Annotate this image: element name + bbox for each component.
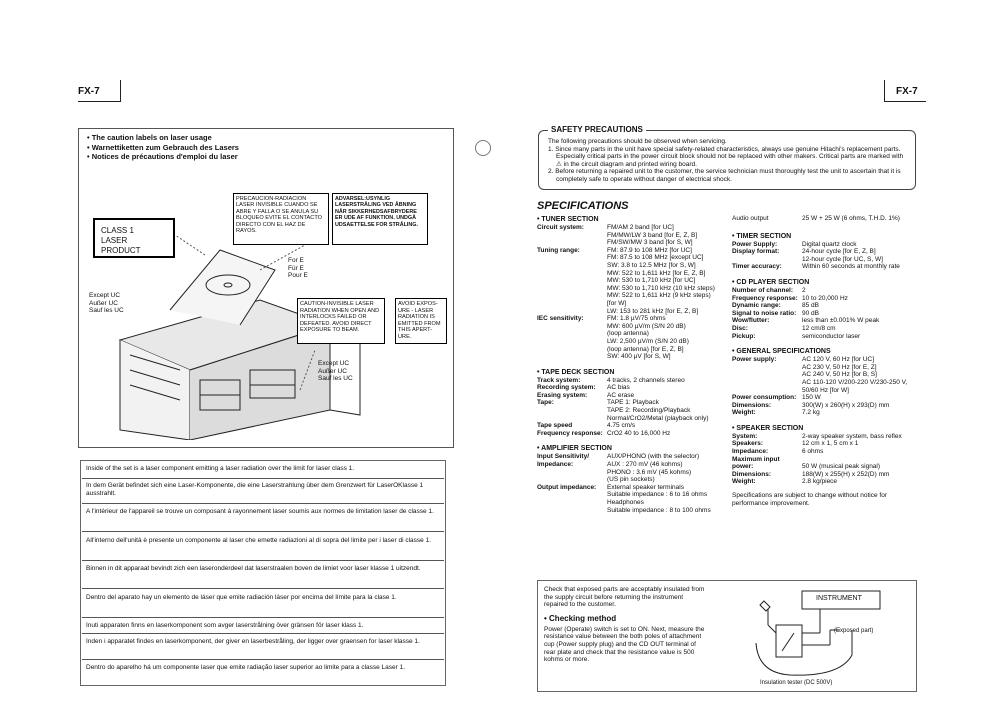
general-table — [732, 356, 922, 417]
spec-value: MW: 600 µV/m (S/N 20 dB) — [607, 322, 686, 330]
spec-row — [732, 440, 922, 448]
spec-key: Power supply: — [732, 356, 777, 364]
tuner-table — [537, 224, 727, 361]
spec-key — [537, 415, 607, 423]
spec-key: Disc: — [732, 324, 748, 332]
spec-row — [732, 371, 922, 379]
spec-row — [537, 384, 727, 392]
spec-key — [537, 254, 607, 262]
spec-value: LW: 2,500 µV/m (S/N 20 dB) — [607, 337, 689, 345]
spec-row — [537, 308, 727, 316]
audio-output-row — [732, 215, 922, 223]
spec-key: Frequency response: — [537, 429, 603, 437]
spec-row — [732, 364, 922, 372]
spec-key — [537, 338, 607, 346]
instrument-label: INSTRUMENT — [816, 595, 862, 602]
tester-label: Insulation tester (DC 500V) — [760, 680, 833, 686]
spec-row — [537, 392, 727, 400]
except-uc-left — [89, 292, 124, 315]
spec-key — [732, 256, 802, 264]
spec-row — [537, 277, 727, 285]
spec-value: 7.2 kg — [802, 409, 820, 417]
spec-value: 150 W — [802, 394, 821, 402]
spec-key — [537, 270, 607, 278]
checking-intro: Check that exposed parts are acceptably insulated from the supply circuit before returning the instrument repaired to the customer. — [544, 586, 705, 609]
label-class1-line1: CLASS 1 — [101, 226, 134, 235]
spec-key: Recording system: — [537, 384, 596, 392]
tuner-title: • TUNER SECTION — [537, 216, 599, 223]
spec-key: Dynamic range: — [732, 302, 781, 310]
spec-row — [732, 402, 922, 410]
spec-row — [732, 448, 922, 456]
spec-value: (US pin sockets) — [607, 476, 655, 484]
spec-row — [732, 409, 922, 417]
except-uc-right-fr: Sauf les UC — [318, 375, 353, 382]
safety-item-1: 1. Since many parts in the unit have special safety-related characteristics, always use genuine Hitachi's replacement parts. Especially critical parts in the power circuit block should not be replaced with other makers. Critical parts are marked with ⚠ in the circuit diagram and printed wiring board. — [548, 145, 904, 168]
amp-table — [537, 453, 727, 514]
caution-item-en: • The caution labels on laser usage — [87, 133, 212, 142]
spec-row — [537, 224, 727, 232]
spec-key: IEC sensitivity: — [537, 315, 584, 323]
spec-row — [537, 461, 727, 469]
spec-value: FM: 1.8 µV/75 ohms — [607, 315, 666, 323]
spec-value: Headphones — [607, 499, 644, 506]
spec-key — [537, 499, 607, 507]
notice-divider — [82, 560, 444, 561]
speaker-table — [732, 433, 922, 486]
spec-row — [732, 394, 922, 402]
exposed-part-label: (Exposed part) — [834, 628, 874, 634]
except-uc-right — [318, 360, 353, 383]
label-spanish — [233, 193, 329, 245]
spec-value: FM/MW/LW 3 band [for E, Z, B] — [607, 231, 698, 239]
spec-value: FM: 87.9 to 108 MHz [for UC] — [607, 246, 692, 254]
spec-key — [537, 262, 607, 270]
spec-value: less than ±0.001% W peak — [802, 317, 880, 325]
spec-row — [732, 256, 922, 264]
notice-da: Inden i apparatet findes en laserkomponent, der giver en laserbestråling, der ligger over graensen for laser klasse 1. — [86, 638, 420, 645]
except-uc-right-de: Außer UC — [318, 367, 347, 375]
spec-col-left — [537, 215, 727, 514]
spec-row — [732, 333, 922, 341]
spec-row — [537, 507, 727, 515]
spec-row — [732, 471, 922, 479]
spec-key: Tape speed — [537, 422, 573, 430]
notice-de: In dem Gerät befindet sich eine Laser-Komponente, die eine Laserstrahlung über dem Grenzwert für LaserOKlasse 1 ausstrahlt. — [86, 482, 424, 497]
spec-row — [537, 330, 727, 338]
spec-value: SW: 3.8 to 12.5 MHz [for S, W] — [607, 261, 696, 269]
spec-key: Signal to noise ratio: — [732, 309, 797, 317]
spec-value: AUX/PHONO (with the selector) — [607, 453, 700, 461]
spec-row — [732, 263, 922, 271]
spec-key — [537, 353, 607, 361]
spec-key: Power Supply: — [732, 240, 778, 248]
notice-fr: A l'intérieur de l'appareil se trouve un composant à rayonnement laser soumis aux normes de limitation laser de classe 1. — [86, 508, 434, 515]
label-avoid-text: AVOID EXPOS- URE - LASER RADIATION IS EMITTED FROM THIS APERT- URE. — [398, 301, 441, 340]
spec-value: 12 cm x 1, 5 cm x 1 — [802, 440, 859, 448]
spec-value: 6 ohms — [802, 448, 824, 456]
spec-value: MW: 522 to 1,611 kHz (9 kHz steps) — [607, 292, 711, 300]
for-e-note — [288, 257, 308, 280]
spec-row — [537, 285, 727, 293]
label-caution-en — [297, 298, 385, 344]
spec-key — [537, 300, 607, 308]
safety-item-2: 2. Before returning a repaired unit to the customer, the service technician must thoroughly test the unit to ascertain that it is completely safe to operate without danger of electrical shock. — [548, 168, 901, 183]
spec-row — [732, 478, 922, 486]
spec-value: SW: 400 µV [for S, W] — [607, 353, 671, 361]
spec-key: Tuning range: — [537, 246, 580, 254]
caution-list — [87, 133, 307, 162]
spec-value: FM: 87.5 to 108 MHz [except UC] — [607, 254, 704, 262]
spec-key — [537, 232, 607, 240]
spec-value: Digital quartz clock — [802, 240, 857, 248]
spec-key: Dimensions: — [732, 470, 772, 478]
spec-key: Input Sensitivity/ — [537, 453, 590, 461]
spec-row — [732, 295, 922, 303]
timer-title: • TIMER SECTION — [732, 232, 792, 240]
spec-value: 300(W) x 260(H) x 293(D) mm — [802, 401, 890, 409]
spec-value: 4.75 cm/s — [607, 422, 636, 430]
spec-key: Impedance: — [537, 461, 574, 469]
spec-value: AC bias — [607, 384, 630, 392]
spec-row — [732, 287, 922, 295]
notice-divider — [82, 531, 444, 532]
spec-key — [537, 285, 607, 293]
spec-row — [537, 422, 727, 430]
safety-intro: The following precautions should be observed when servicing. — [548, 138, 727, 145]
spec-value: 24-hour cycle [for E, Z, B] — [802, 248, 876, 256]
spec-value: External speaker terminals — [607, 483, 684, 491]
cd-table — [732, 287, 922, 340]
spec-key — [537, 323, 607, 331]
spec-value: AC 110-120 V/200-220 V/230-250 V, — [802, 378, 908, 386]
spec-value: (loop antenna) — [607, 330, 649, 338]
binding-hole — [475, 140, 491, 156]
except-uc-left-en: Except UC — [89, 292, 121, 299]
spec-row — [732, 302, 922, 310]
spec-key: Circuit system: — [537, 224, 584, 231]
spec-row — [537, 407, 727, 415]
spec-row — [537, 377, 727, 385]
spec-value: LW: 153 to 281 kHz [for E, Z, B] — [607, 307, 699, 315]
spec-row — [537, 338, 727, 346]
spec-key: Erasing system: — [537, 391, 588, 399]
spec-key — [537, 469, 607, 477]
notice-divider — [82, 503, 444, 504]
spec-key: Timer accuracy: — [732, 263, 782, 271]
spec-key — [537, 476, 607, 484]
spec-row — [537, 315, 727, 323]
spec-key — [537, 239, 607, 247]
spec-row — [732, 379, 922, 387]
spec-value: CrO2 40 to 16,000 Hz — [607, 429, 671, 437]
spec-key: Dimensions: — [732, 401, 772, 409]
spec-value: AC 120 V, 60 Hz [for UC] — [802, 356, 875, 364]
spec-row — [537, 346, 727, 354]
spec-row — [537, 292, 727, 300]
spec-row — [732, 463, 922, 471]
spec-key — [732, 371, 802, 379]
spec-key: Output impedance: — [537, 483, 597, 491]
left-page-header: FX-7 — [78, 86, 100, 97]
notice-divider — [82, 633, 444, 634]
spec-value: AC 230 V, 50 Hz [for E, Z] — [802, 363, 877, 371]
except-uc-left-de: Außer UC — [89, 299, 118, 307]
spec-notice: Specifications are subject to change without notice for performance improvement. — [732, 492, 888, 507]
label-spanish-text: PRECAUCION-RADIACION LASER INVISIBLE CUANDO SE ABRE Y FALLA O SE ANULA SU BLOQUEO EVITE EL CONTACTO DIRECTO CON EL HAZ DE RAYOS. — [236, 196, 322, 235]
spec-key — [537, 346, 607, 354]
notice-it: All'interno dell'unità è presente un componente al laser che emette radiazioni al di sopra del limite per i laser di classe 1. — [86, 537, 432, 544]
spec-value: 50/60 Hz [for W] — [802, 386, 849, 394]
spec-value: [for W] — [607, 299, 627, 307]
spec-value: Suitable impedance : 8 to 100 ohms — [607, 506, 711, 514]
spec-row — [537, 415, 727, 423]
for-e-en: For E — [288, 257, 304, 264]
tape-table — [537, 377, 727, 438]
notice-es: Dentro del aparato hay un elemento de láser que emite radiación láser por encima del límite para la clase 1. — [86, 594, 397, 601]
spec-key — [537, 491, 607, 499]
spec-key — [732, 364, 802, 372]
spec-row — [537, 499, 727, 507]
right-header-rule — [884, 101, 926, 102]
safety-text — [548, 138, 910, 184]
label-class1 — [93, 218, 175, 258]
spec-key — [732, 387, 802, 395]
audio-output-key: Audio output — [732, 215, 769, 222]
spec-value: FM/SW/MW 3 band [for S, W] — [607, 239, 693, 247]
checking-title: • Checking method — [544, 613, 617, 623]
spec-key: Number of channel: — [732, 286, 794, 294]
spec-value: Suitable impedance : 6 to 16 ohms — [607, 491, 708, 499]
spec-key: Impedance: — [732, 448, 769, 456]
notice-divider — [82, 617, 444, 618]
label-caution-en-text: CAUTION-INVISIBLE LASER RADIATION WHEN OPEN AND INTERLOCKS FAILED OR DEFEATED. AVOID DIRECT EXPOSURE TO BEAM. — [300, 301, 380, 334]
spec-key: System: — [732, 432, 758, 440]
label-avoid — [395, 298, 447, 344]
spec-value: 2.8 kg/piece — [802, 478, 838, 486]
except-uc-right-en: Except UC — [318, 360, 350, 367]
spec-key — [537, 308, 607, 316]
spec-row — [537, 491, 727, 499]
specifications-title: SPECIFICATIONS — [537, 200, 629, 212]
amp-title: • AMPLIFIER SECTION — [537, 445, 612, 453]
spec-key — [537, 330, 607, 338]
spec-key — [537, 407, 607, 415]
spec-key: power: — [732, 463, 754, 471]
for-e-fr: Pour E — [288, 272, 308, 279]
left-header-vrule — [120, 80, 121, 102]
for-e-de: Für E — [288, 264, 304, 272]
caution-item-fr: • Notices de précautions d'emploi du laser — [87, 152, 238, 161]
spec-key: Pickup: — [732, 332, 756, 340]
notice-divider — [82, 478, 444, 479]
spec-key: Display format: — [732, 248, 780, 256]
spec-value: TAPE 1: Playback — [607, 399, 659, 407]
spec-value: 85 dB — [802, 302, 819, 310]
except-uc-left-fr: Sauf les UC — [89, 307, 124, 314]
spec-value: 50 W (musical peak signal) — [802, 463, 881, 471]
spec-row — [537, 323, 727, 331]
spec-key: Power consumption: — [732, 394, 797, 402]
spec-row — [732, 433, 922, 441]
spec-key: Weight: — [732, 478, 756, 486]
spec-value: 2 — [802, 286, 806, 294]
spec-row — [732, 325, 922, 333]
spec-key: Weight: — [732, 409, 756, 417]
spec-key — [537, 292, 607, 300]
spec-value: 2-way speaker system, bass reflex — [802, 432, 902, 440]
spec-value: AC 240 V, 50 Hz [for B, S] — [802, 371, 877, 379]
checking-body: Power (Operate) switch is set to ON. Next, measure the resistance value between the both poles of attachment cup (Power supply plug) and the CD OUT terminal of rear plate and check that the resistance value is 500 kohms or more. — [544, 625, 705, 664]
label-danish — [332, 193, 428, 245]
notice-divider — [82, 588, 444, 589]
spec-value: (loop antenna) [for E, Z, B] — [607, 345, 684, 353]
spec-row — [537, 262, 727, 270]
spec-row — [732, 317, 922, 325]
spec-value: Within 60 seconds at monthly rate — [802, 263, 900, 271]
spec-value: semiconductor laser — [802, 332, 861, 340]
notice-divider — [82, 659, 444, 660]
spec-row — [732, 387, 922, 395]
safety-title: SAFETY PRECAUTIONS — [548, 125, 646, 134]
spec-row — [537, 430, 727, 438]
spec-row — [537, 300, 727, 308]
audio-output-value: 25 W + 25 W (6 ohms, T.H.D. 1%) — [802, 215, 900, 222]
spec-value: MW: 530 to 1,710 kHz [for UC] — [607, 277, 696, 285]
spec-value: 4 tracks, 2 channels stereo — [607, 376, 685, 384]
spec-value: Normal/CrO2/Metal (playback only) — [607, 414, 709, 422]
spec-row — [732, 241, 922, 249]
spec-value: TAPE 2: Recording/Playback — [607, 407, 691, 415]
spec-row — [537, 239, 727, 247]
spec-row — [537, 399, 727, 407]
right-page-header: FX-7 — [896, 86, 918, 97]
spec-value: 12 cm/8 cm — [802, 324, 836, 332]
spec-key: Wow/flutter: — [732, 317, 770, 325]
spec-value: MW: 522 to 1,611 kHz [for E, Z, B] — [607, 269, 706, 277]
checking-text — [544, 586, 708, 664]
spec-row — [537, 469, 727, 477]
spec-row — [732, 248, 922, 256]
spec-value: MW: 530 to 1,710 kHz (10 kHz steps) — [607, 284, 715, 292]
notice-en: Inside of the set is a laser component emitting a laser radiation over the limit for laser class 1. — [86, 465, 355, 472]
right-header-vrule — [884, 80, 885, 102]
spec-key: Speakers: — [732, 440, 764, 448]
spec-row — [537, 254, 727, 262]
spec-row — [537, 247, 727, 255]
spec-row — [537, 453, 727, 461]
spec-key: Frequency response: — [732, 294, 798, 302]
notice-sv: Inuti apparaten finns en laserkomponent som avger laserstrålning över gränsen för laser klass 1. — [86, 622, 364, 629]
spec-key — [537, 507, 607, 515]
spec-value: FM/AM 2 band [for UC] — [607, 224, 674, 231]
spec-value: AUX : 270 mV (46 kohms) — [607, 461, 683, 469]
spec-value: 188(W) x 255(H) x 252(D) mm — [802, 470, 890, 478]
general-title: • GENERAL SPECIFICATIONS — [732, 348, 831, 356]
spec-row — [537, 232, 727, 240]
speaker-title: • SPEAKER SECTION — [732, 424, 804, 432]
spec-row — [537, 353, 727, 361]
cd-title: • CD PLAYER SECTION — [732, 278, 810, 286]
spec-row — [537, 270, 727, 278]
spec-row — [732, 356, 922, 364]
spec-row — [537, 476, 727, 484]
notice-nl: Binnen in dit apparaat bevindt zich een laseronderdeel dat laserstraalen boven de limiet voor laser klasse 1 uitzendt. — [86, 565, 421, 572]
timer-table — [732, 241, 922, 271]
spec-row — [732, 310, 922, 318]
spec-row — [537, 484, 727, 492]
spec-key: Tape: — [537, 399, 554, 407]
tape-title: • TAPE DECK SECTION — [537, 368, 615, 376]
spec-col-right — [732, 215, 922, 507]
spec-value: 90 dB — [802, 309, 819, 317]
spec-key: Maximum input — [732, 455, 780, 463]
spec-value: AC erase — [607, 391, 635, 399]
label-class1-line2: LASER PRODUCT — [101, 236, 141, 255]
spec-value: 10 to 20,000 Hz — [802, 294, 848, 302]
left-header-rule — [78, 101, 120, 102]
caution-item-de: • Warnettiketten zum Gebrauch des Lasers — [87, 142, 239, 152]
spec-value: PHONO : 3.6 mV (45 kohms) — [607, 468, 692, 476]
notice-pt: Dentro do aparelho há um componente laser que emite radiação laser superior ao limite para a classe Laser 1. — [86, 664, 406, 671]
label-danish-text: ADVARSEL:USYNLIG LASERSTRÅLING VED ÅBNING NÅR SIKKERHEDSAFBRYDERE ER UDE AF FUNKTION. UNDGÅ UDSAETTELSE FOR STRÅLING. — [335, 196, 418, 228]
spec-key — [732, 379, 802, 387]
spec-row — [732, 456, 922, 464]
spec-value: 12-hour cycle [for UC, S, W] — [802, 255, 883, 263]
spec-key: Track system: — [537, 376, 581, 384]
spec-key — [537, 277, 607, 285]
